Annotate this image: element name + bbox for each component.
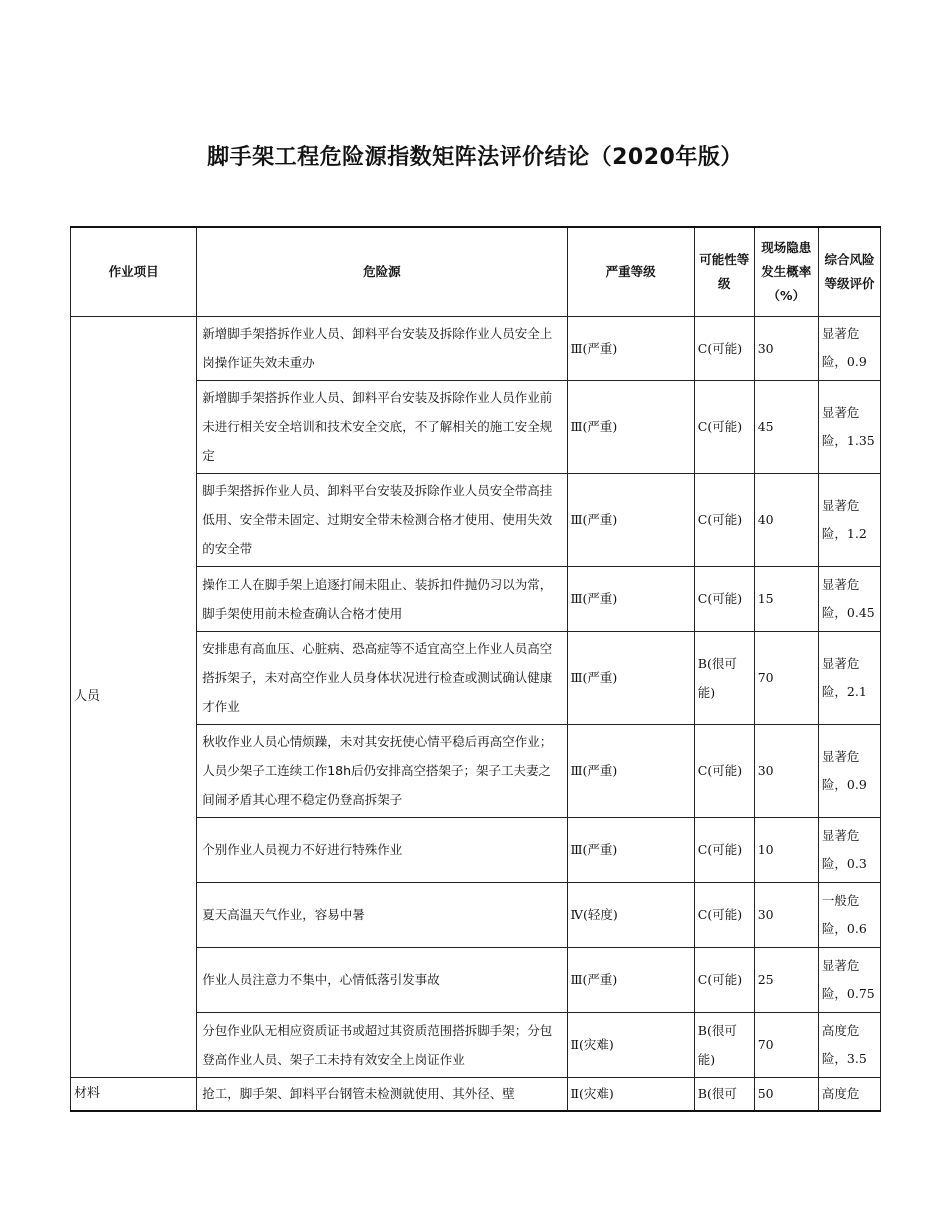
hazard-cell: 秋收作业人员心情烦躁，未对其安抚使心情平稳后再高空作业；人员少架子工连续工作18h后仍安排高空搭架子；架子工夫妻之间闹矛盾其心理不稳定仍登高拆架子 bbox=[197, 724, 567, 817]
likelihood-cell: C(可能) bbox=[694, 724, 754, 817]
evaluation-cell: 高度危险，3.5 bbox=[818, 1012, 880, 1077]
likelihood-cell: B(很可能) bbox=[694, 1012, 754, 1077]
likelihood-cell: B(很可 bbox=[694, 1077, 754, 1111]
hazard-cell: 夏天高温天气作业，容易中暑 bbox=[197, 882, 567, 947]
likelihood-cell: C(可能) bbox=[694, 947, 754, 1012]
evaluation-cell: 显著危险，0.45 bbox=[818, 566, 880, 631]
severity-cell: Ⅲ(严重) bbox=[567, 817, 694, 882]
severity-cell: Ⅲ(严重) bbox=[567, 631, 694, 724]
table-row bbox=[71, 316, 881, 380]
evaluation-cell: 高度危 bbox=[818, 1077, 880, 1111]
severity-cell: Ⅱ(灾难) bbox=[567, 1012, 694, 1077]
severity-cell: Ⅲ(严重) bbox=[567, 566, 694, 631]
header-category: 作业项目 bbox=[71, 227, 197, 316]
rate-cell: 50 bbox=[754, 1077, 818, 1111]
evaluation-cell: 显著危险，1.35 bbox=[818, 380, 880, 473]
rate-cell: 40 bbox=[754, 473, 818, 566]
category-cell: 人员 bbox=[71, 316, 197, 1077]
hazard-cell: 分包作业队无相应资质证书或超过其资质范围搭拆脚手架；分包登高作业人员、架子工未持有效安全上岗证作业 bbox=[197, 1012, 567, 1077]
hazard-cell: 个别作业人员视力不好进行特殊作业 bbox=[197, 817, 567, 882]
rate-cell: 45 bbox=[754, 380, 818, 473]
likelihood-cell: B(很可能) bbox=[694, 631, 754, 724]
severity-cell: Ⅲ(严重) bbox=[567, 380, 694, 473]
hazard-cell: 脚手架搭拆作业人员、卸料平台安装及拆除作业人员安全带高挂低用、安全带未固定、过期安全带未检测合格才使用、使用失效的安全带 bbox=[197, 473, 567, 566]
hazard-cell: 新增脚手架搭拆作业人员、卸料平台安装及拆除作业人员安全上岗操作证失效未重办 bbox=[197, 316, 567, 380]
evaluation-cell: 显著危险，0.9 bbox=[818, 724, 880, 817]
hazard-cell: 安排患有高血压、心脏病、恐高症等不适宜高空上作业人员高空搭拆架子，未对高空作业人员身体状况进行检查或测试确认健康才作业 bbox=[197, 631, 567, 724]
severity-cell: Ⅳ(轻度) bbox=[567, 882, 694, 947]
likelihood-cell: C(可能) bbox=[694, 473, 754, 566]
table-row bbox=[71, 1077, 881, 1111]
hazard-cell: 新增脚手架搭拆作业人员、卸料平台安装及拆除作业人员作业前未进行相关安全培训和技术安全交底，不了解相关的施工安全规定 bbox=[197, 380, 567, 473]
likelihood-cell: C(可能) bbox=[694, 566, 754, 631]
hazard-cell: 操作工人在脚手架上追逐打闹未阻止、装拆扣件抛仍习以为常，脚手架使用前未检查确认合格才使用 bbox=[197, 566, 567, 631]
likelihood-cell: C(可能) bbox=[694, 882, 754, 947]
rate-cell: 15 bbox=[754, 566, 818, 631]
header-row bbox=[71, 227, 881, 316]
severity-cell: Ⅲ(严重) bbox=[567, 473, 694, 566]
evaluation-cell: 一般危险，0.6 bbox=[818, 882, 880, 947]
severity-cell: Ⅲ(严重) bbox=[567, 947, 694, 1012]
evaluation-cell: 显著危险，1.2 bbox=[818, 473, 880, 566]
header-likelihood: 可能性等级 bbox=[694, 227, 754, 316]
rate-cell: 30 bbox=[754, 316, 818, 380]
category-cell: 材料 bbox=[71, 1077, 197, 1111]
hazard-cell: 抢工，脚手架、卸料平台钢管未检测就使用、其外径、壁 bbox=[197, 1077, 567, 1111]
header-hazard: 危险源 bbox=[197, 227, 567, 316]
document-title: 脚手架工程危险源指数矩阵法评价结论（2020年版） bbox=[207, 145, 743, 170]
evaluation-cell: 显著危险，0.9 bbox=[818, 316, 880, 380]
likelihood-cell: C(可能) bbox=[694, 316, 754, 380]
rate-cell: 30 bbox=[754, 724, 818, 817]
rate-cell: 25 bbox=[754, 947, 818, 1012]
likelihood-cell: C(可能) bbox=[694, 380, 754, 473]
rate-cell: 70 bbox=[754, 631, 818, 724]
hazard-cell: 作业人员注意力不集中，心情低落引发事故 bbox=[197, 947, 567, 1012]
header-rate: 现场隐患发生概率（%） bbox=[754, 227, 818, 316]
header-severity: 严重等级 bbox=[567, 227, 694, 316]
header-evaluation: 综合风险等级评价 bbox=[818, 227, 880, 316]
severity-cell: Ⅱ(灾难) bbox=[567, 1077, 694, 1111]
risk-evaluation-table bbox=[70, 226, 881, 1112]
likelihood-cell: C(可能) bbox=[694, 817, 754, 882]
rate-cell: 30 bbox=[754, 882, 818, 947]
severity-cell: Ⅲ(严重) bbox=[567, 724, 694, 817]
evaluation-cell: 显著危险，2.1 bbox=[818, 631, 880, 724]
evaluation-cell: 显著危险，0.3 bbox=[818, 817, 880, 882]
rate-cell: 10 bbox=[754, 817, 818, 882]
rate-cell: 70 bbox=[754, 1012, 818, 1077]
evaluation-cell: 显著危险，0.75 bbox=[818, 947, 880, 1012]
severity-cell: Ⅲ(严重) bbox=[567, 316, 694, 380]
